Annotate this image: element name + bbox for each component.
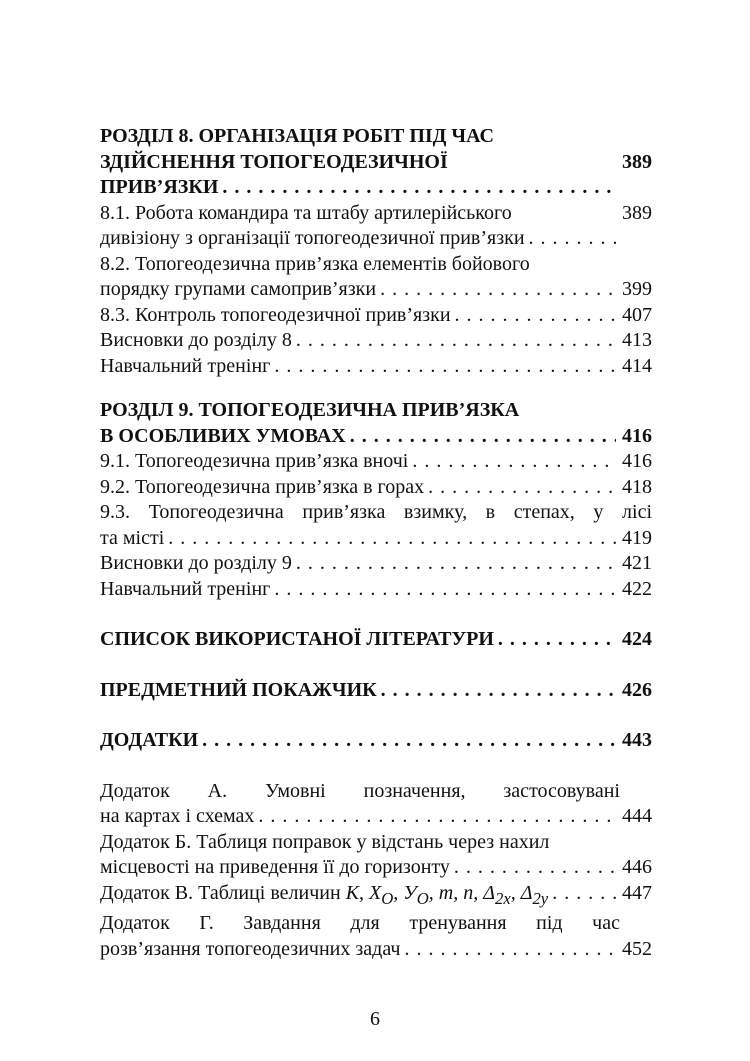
entry-text: на картах і схемах — [100, 805, 255, 827]
leader-dots — [529, 226, 616, 252]
entry-text: місцевості на приведення її до горизонту — [100, 856, 450, 878]
entry-text: ПРЕДМЕТНИЙ ПОКАЖЧИК — [100, 678, 377, 701]
toc-literature — [100, 627, 652, 653]
entry-page: 414 — [622, 354, 652, 377]
entry-text: Висновки до розділу 8 — [100, 329, 292, 351]
entry-page: 422 — [622, 577, 652, 600]
toc-entry-9-1 — [100, 449, 652, 475]
appendix-g-cont — [100, 937, 652, 963]
section-9-title-line1: РОЗДІЛ 9. ТОПОГЕОДЕЗИЧНА ПРИВ’ЯЗКА — [100, 399, 520, 421]
entry-text: розв’язання топогеодезичних задач — [100, 937, 401, 960]
entry-text: Навчальний тренінг — [100, 577, 271, 600]
entry-text: СПИСОК ВИКОРИСТАНОЇ ЛІТЕРАТУРИ — [100, 628, 494, 650]
entry-text: Навчальний тренінг — [100, 354, 271, 377]
toc-entry-9-conclusions — [100, 551, 652, 577]
entry-text: Додаток А. Умовні позначення, застосовувані — [100, 779, 620, 802]
leader-dots — [274, 354, 616, 380]
section-9-title-end: В ОСОБЛИВИХ УМОВАХ — [100, 424, 346, 447]
leader-dots — [274, 577, 616, 603]
entry-page: 444 — [622, 805, 652, 827]
section-8-title-text: ЗДІЙСНЕННЯ ТОПОГЕОДЕЗИЧНОЇ — [100, 150, 448, 173]
leader-dots — [412, 449, 616, 475]
entry-text: 9.2. Топогеодезична прив’язка в горах — [100, 475, 425, 498]
toc-entry-9-2 — [100, 475, 652, 501]
toc-subject-index — [100, 678, 652, 704]
entry-page: 419 — [622, 526, 652, 549]
leader-dots — [202, 728, 616, 754]
entry-text: 8.1. Робота командира та штабу артилерійського — [100, 201, 512, 224]
entry-page: 443 — [622, 729, 652, 751]
section-8-title-line1: РОЗДІЛ 8. ОРГАНІЗАЦІЯ РОБІТ ПІД ЧАС — [100, 125, 494, 147]
entry-page: 424 — [622, 628, 652, 650]
section-8-title-end: ПРИВ’ЯЗКИ — [100, 176, 219, 198]
toc-entry-8-1-cont — [100, 226, 652, 252]
entry-text: порядку групами самоприв’язки — [100, 278, 377, 300]
table-of-contents — [100, 124, 652, 962]
entry-page: 452 — [622, 937, 652, 960]
entry-page: 389 — [622, 201, 652, 224]
entry-page: 446 — [622, 856, 652, 878]
entry-text: та місті — [100, 526, 165, 549]
entry-text: Висновки до розділу 9 — [100, 552, 292, 574]
leader-dots — [168, 526, 616, 552]
leader-dots — [428, 475, 616, 501]
entry-page: 413 — [622, 329, 652, 351]
entry-page: 416 — [622, 450, 652, 472]
leader-dots — [455, 303, 616, 329]
leader-dots — [498, 627, 616, 653]
entry-text: дивізіону з організації топогеодезичної прив’язки — [100, 227, 525, 249]
toc-entry-9-3-cont — [100, 526, 652, 552]
toc-entry-8-3 — [100, 303, 652, 329]
leader-dots — [380, 277, 616, 303]
toc-entry-9-3: 9.3. Топогеодезична прив’язка взимку, в степах, у лісі — [100, 501, 652, 523]
entry-page: 447 — [622, 881, 652, 904]
appendix-b-cont — [100, 855, 652, 881]
toc-appendices — [100, 728, 652, 754]
toc-entry-8-training — [100, 354, 652, 380]
formula-vars: K, $X_O$, $У_O$, m, n, $\Delta_{2x}$, $\Delta_{2y}$ — [345, 881, 549, 908]
leader-dots — [552, 881, 616, 907]
entry-page: 426 — [622, 678, 652, 701]
leader-dots — [296, 551, 616, 577]
entry-page: 421 — [622, 552, 652, 574]
entry-page: 407 — [622, 303, 652, 326]
toc-entry-8-2-cont — [100, 277, 652, 303]
entry-page: 418 — [622, 475, 652, 498]
section-8-title-line3 — [100, 175, 652, 201]
toc-entry-8-2: 8.2. Топогеодезична прив’язка елементів бойового — [100, 252, 530, 275]
toc-entry-9-training — [100, 577, 652, 603]
toc-entry-8-1 — [100, 201, 652, 227]
leader-dots — [404, 937, 616, 963]
entry-text: ДОДАТКИ — [100, 729, 199, 751]
appendix-a-cont — [100, 804, 652, 830]
toc-entry-8-conclusions — [100, 328, 652, 354]
section-8-page: 389 — [622, 150, 652, 173]
page-number: 6 — [370, 1008, 380, 1030]
entry-text: Додаток Г. Завдання для тренування під час — [100, 912, 620, 934]
entry-text: Додаток В. Таблиці величин K, $X_O$, $У_O$, m, n, $\Delta_{2x}$, $\Delta_{2y}$ — [100, 881, 549, 908]
entry-text: 9.1. Топогеодезична прив’язка вночі — [100, 450, 409, 472]
leader-dots — [454, 855, 616, 881]
entry-page: 399 — [622, 278, 652, 300]
leader-dots — [258, 804, 616, 830]
leader-dots — [296, 328, 616, 354]
entry-text: 8.3. Контроль топогеодезичної прив’язки — [100, 303, 451, 326]
section-8-title-line2 — [100, 150, 652, 176]
appendix-v — [100, 881, 652, 912]
leader-dots — [381, 678, 616, 704]
leader-dots — [222, 175, 616, 201]
leader-dots — [350, 424, 616, 450]
appendix-b: Додаток Б. Таблиця поправок у відстань через нахил — [100, 830, 550, 853]
appendix-a — [100, 779, 652, 805]
appendix-g — [100, 911, 652, 937]
section-9-page: 416 — [622, 424, 652, 447]
section-9-title-line2 — [100, 424, 652, 450]
